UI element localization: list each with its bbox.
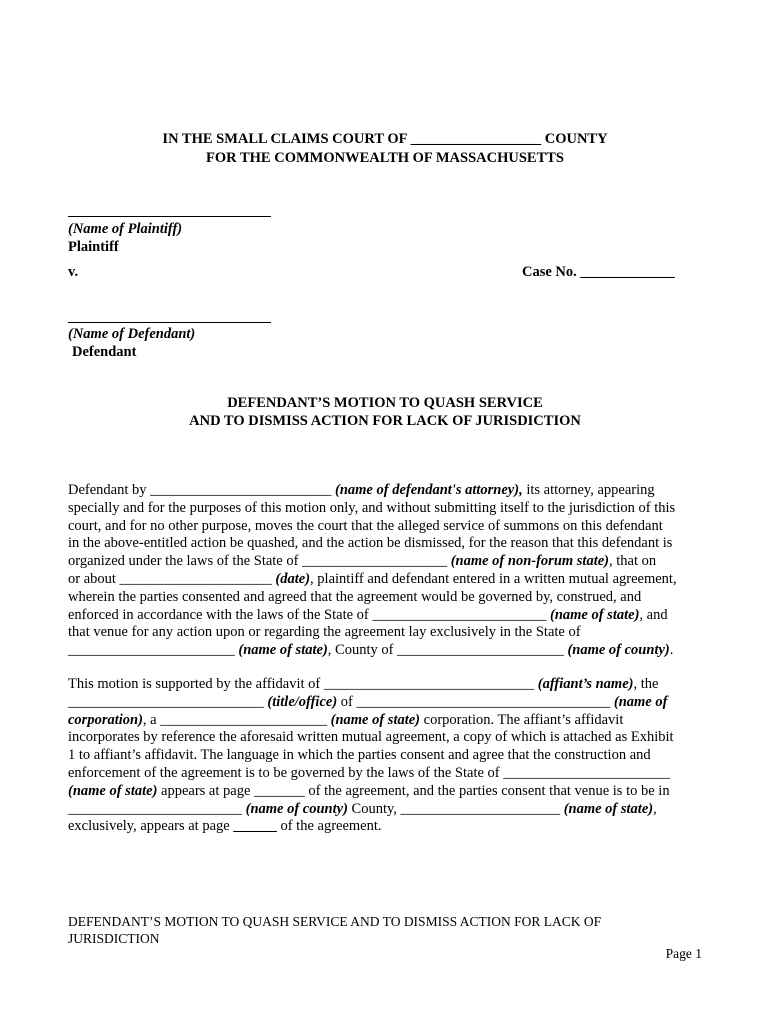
paragraph-2: This motion is supported by the affidavit of _____________________________ (affiant’s name), the ___________________________ (title/office) of ___________________________________ (name of corporation), a _______________________ (name of state) corporation. The affiant’s affidavit incorporates by reference the aforesaid written mutual agreement, a copy of which is attached as Exhibit 1 to affiant’s affidavit. The language in which the parties consent and agree that the construction and enforcement of the agreement is to be governed by the laws of the State of _______________________ (name of state) appears at page _______ of the agreement, and the parties consent that venue is to be in ________________________ (name of county) County, ______________________ (name of state), exclusively, appears at page ______ of the agreement. (68, 676, 674, 835)
case-number-blank: _____________ (580, 264, 675, 280)
page-number: Page 1 (665, 946, 702, 961)
footer-title: DEFENDANT’S MOTION TO QUASH SERVICE AND TO DISMISS ACTION FOR LACK OF JURISDICTION (68, 914, 602, 946)
case-number-label: Case No. (522, 264, 577, 280)
case-number (522, 264, 675, 281)
motion-title-line1: DEFENDANT’S MOTION TO QUASH SERVICE (227, 395, 543, 411)
defendant-label: Defendant (72, 344, 137, 360)
court-heading-line2: FOR THE COMMONWEALTH OF MASSACHUSETTS (206, 150, 564, 166)
plaintiff-name-line (68, 216, 271, 217)
defendant-name-line (68, 322, 271, 323)
defendant-name-label: (Name of Defendant) (68, 326, 196, 342)
plaintiff-name-label: (Name of Plaintiff) (68, 221, 183, 237)
court-heading-line1: IN THE SMALL CLAIMS COURT OF __________________ COUNTY (162, 131, 608, 147)
paragraph-1: Defendant by _________________________ (name of defendant's attorney), its attorney, appearing specially and for the purposes of this motion only, and without submitting itself to the jurisdiction of this court, and for no other purpose, moves the court that the alleged service of summons on this defendant in the above-entitled action be quashed, and the action be dismissed, for the reason that this defendant is organized under the laws of the State of ____________________ (name of non-forum state), that on or about _____________________ (date), plaintiff and defendant entered in a written mutual agreement, wherein the parties consented and agreed that the agreement would be governed by, construed, and enforced in accordance with the laws of the State of ________________________ (name of state), and that venue for any action upon or regarding the agreement lay exclusively in the State of _______________________ (name of state), County of _______________________ (name of county). (68, 482, 677, 659)
versus-label: v. (68, 264, 79, 280)
motion-title-line2: AND TO DISMISS ACTION FOR LACK OF JURISDICTION (189, 413, 581, 429)
plaintiff-label: Plaintiff (68, 239, 119, 255)
